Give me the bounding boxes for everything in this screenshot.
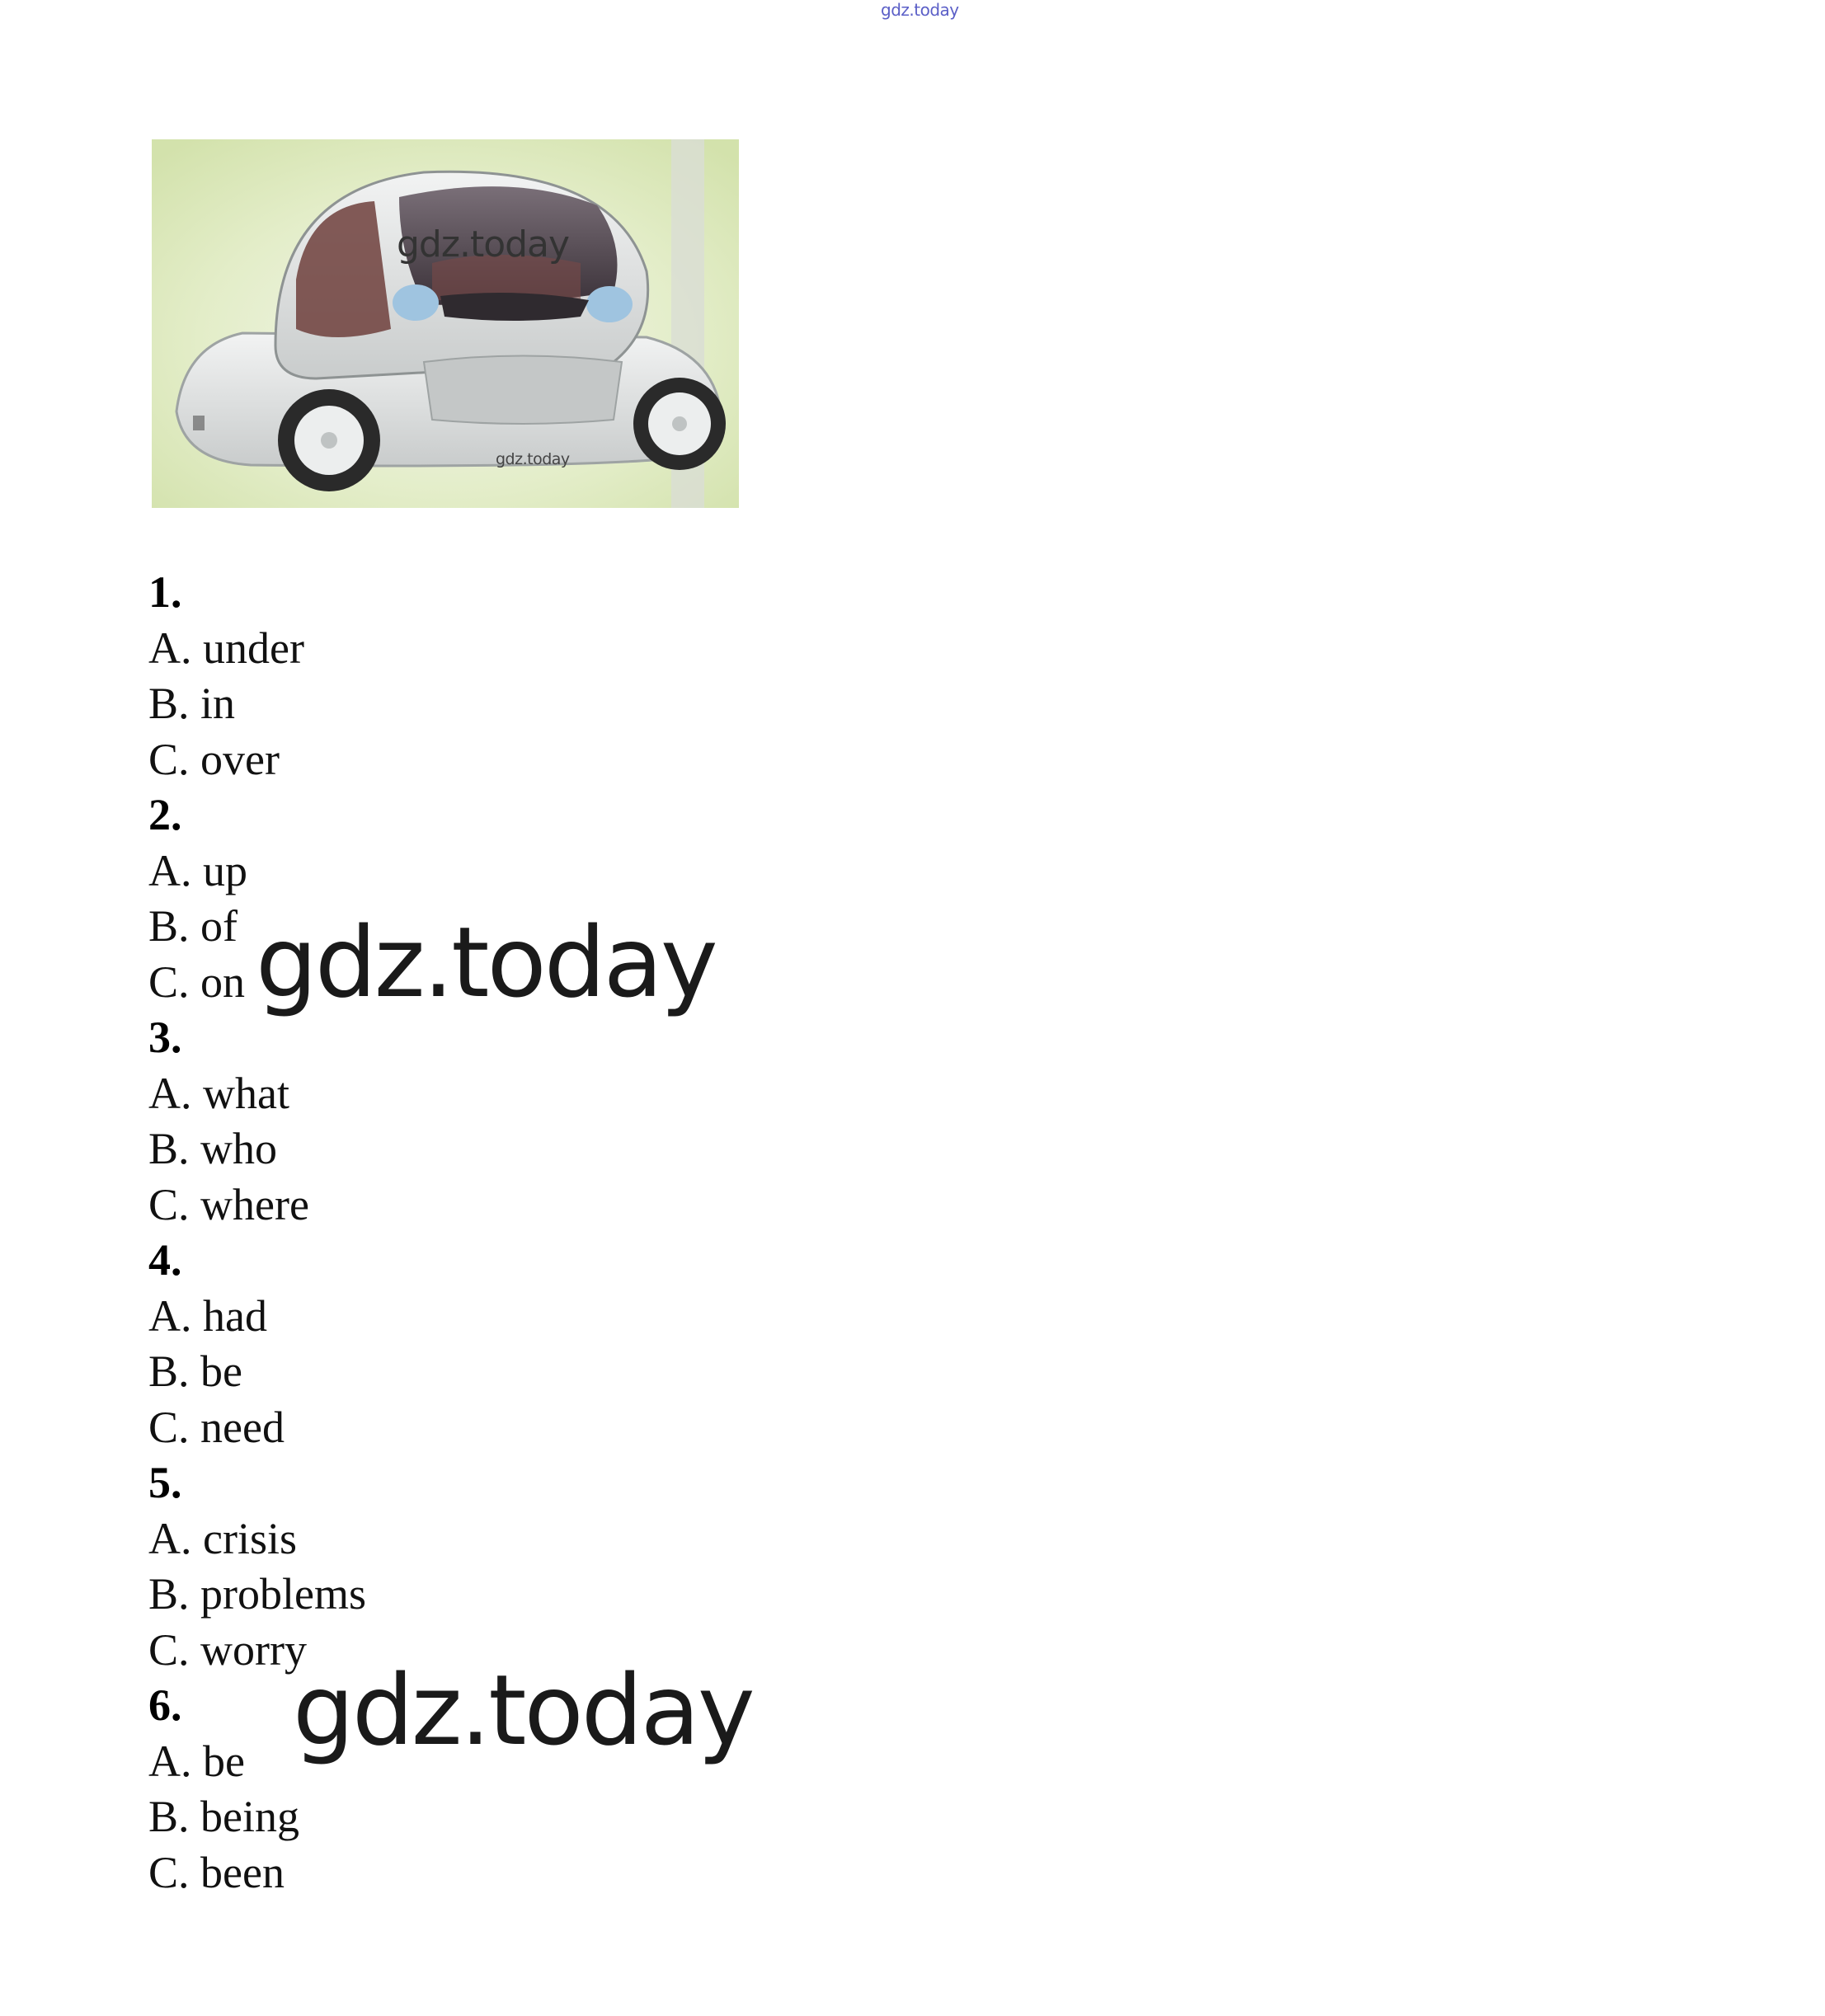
option-c: C. where [148,1179,309,1229]
option-b: B. of [148,901,238,951]
option-c: C. worry [148,1624,307,1675]
option-b: B. be [148,1346,242,1396]
question-number: 1. [148,567,182,617]
question-number: 4. [148,1235,182,1285]
option-b: B. being [148,1792,299,1841]
watermark-overlay: gdz.today [293,1653,753,1767]
option-b: B. problems [148,1569,366,1619]
option-a: A. what [148,1068,289,1118]
option-a: A. be [148,1736,245,1786]
option-a: A. up [148,845,247,895]
question-number: 3. [148,1013,182,1062]
option-a: A. crisis [148,1513,297,1563]
top-watermark: gdz.today [881,0,959,20]
photo-watermark-small: gdz.today [496,450,570,468]
watermark-overlay: gdz.today [256,905,716,1019]
question-1 [148,565,891,787]
option-c: C. been [148,1847,285,1897]
option-c: C. need [148,1402,285,1452]
question-4 [148,1233,891,1455]
question-number: 6. [148,1680,182,1730]
option-c: C. over [148,734,280,784]
question-5 [148,1455,891,1678]
option-a: A. had [148,1290,267,1341]
option-b: B. in [148,679,236,728]
photo-watermark-large: gdz.today [397,223,570,266]
option-c: C. on [148,956,246,1007]
option-a: A. under [148,623,304,673]
question-number: 2. [148,790,182,839]
question-number: 5. [148,1458,182,1507]
option-b: B. who [148,1124,278,1173]
car-photo [152,139,739,508]
question-3 [148,1010,891,1233]
